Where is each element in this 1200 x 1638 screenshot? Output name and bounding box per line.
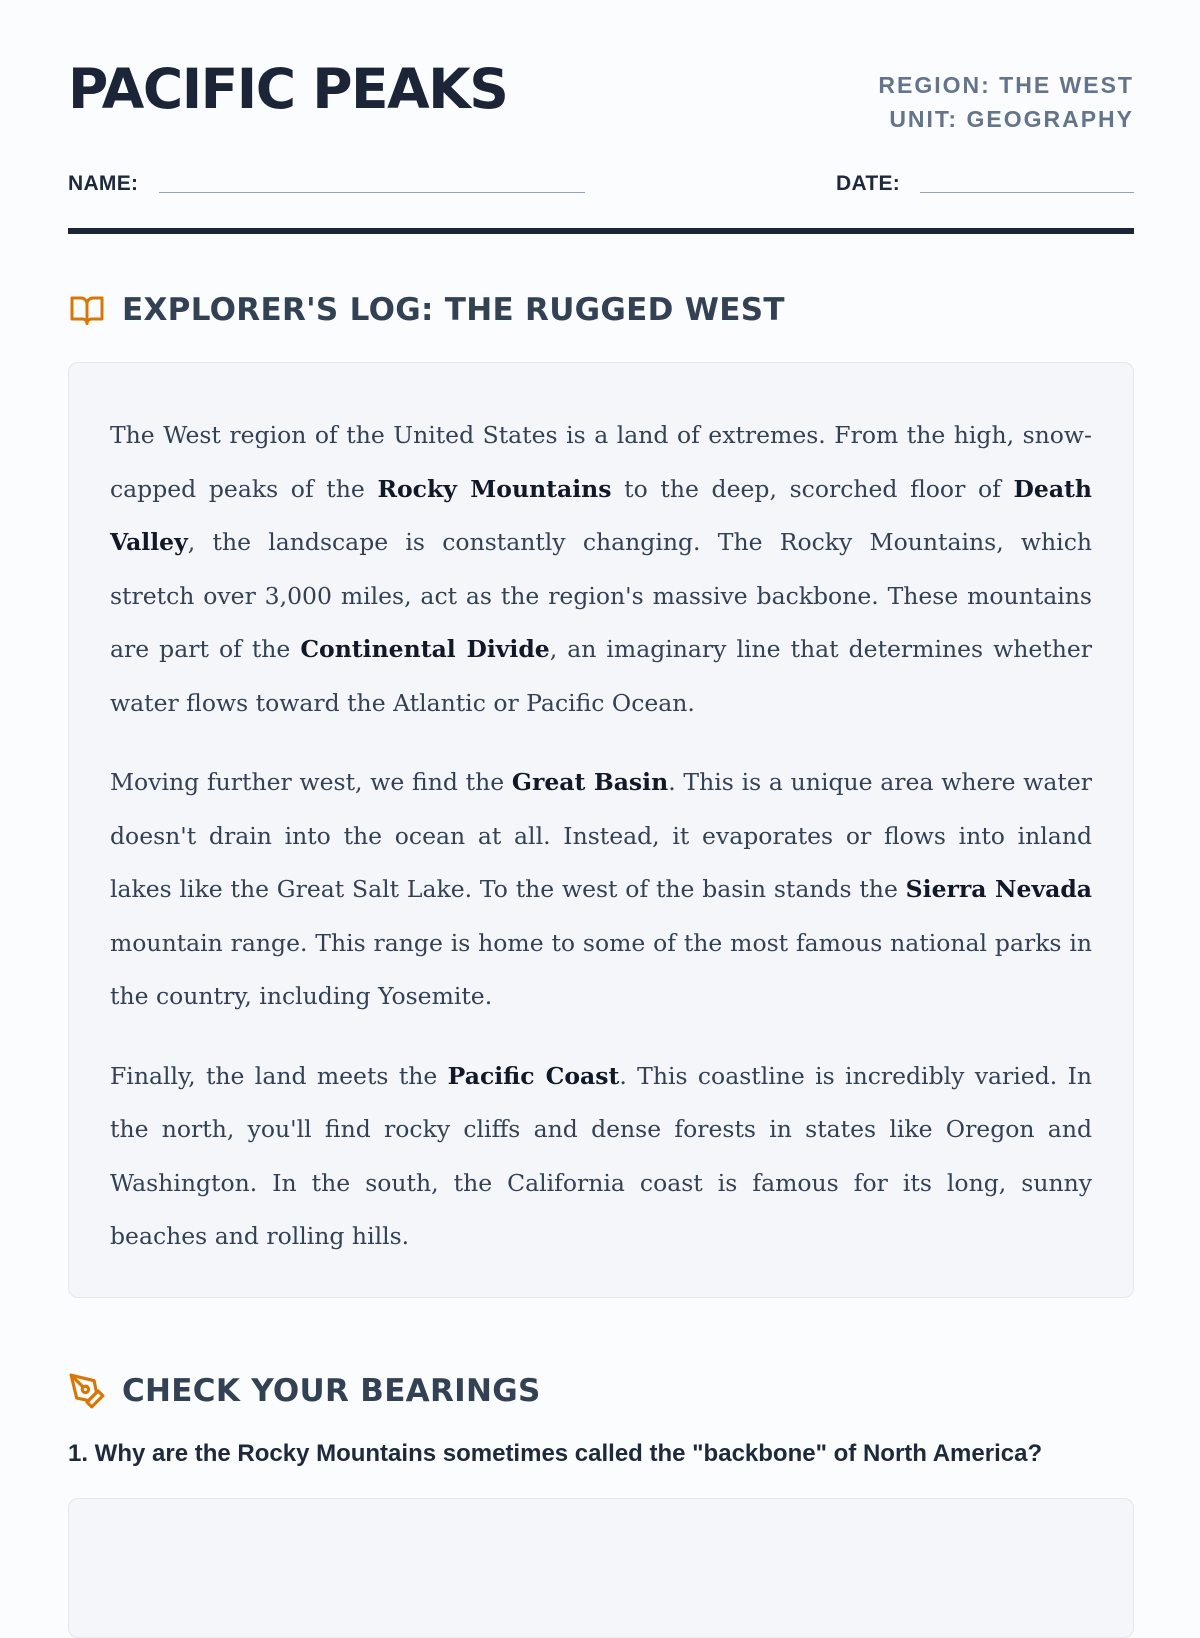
text-run: mountain range. This range is home to some of the most famous national parks in the country, including Yosemite. [110,928,1092,1010]
name-label: NAME: [68,172,139,195]
text-run: . This coastline is incredibly varied. In the north, you'll find rocky cliffs and dense forests in states like Oregon and Washington. In the south, the California coast is famous for its long, sunny beaches and rolling hills. [110,1061,1092,1250]
questions-heading [68,1372,541,1410]
reading-heading [68,292,785,328]
paragraph-2 [110,756,1092,1024]
page-title: PACIFIC PEAKS [68,57,508,121]
worksheet-header [68,0,1134,150]
term-sierra-nevada: Sierra Nevada [905,875,1092,903]
header-divider [68,228,1134,234]
question-1: 1. Why are the Rocky Mountains sometimes called the "backbone" of North America? [68,1440,1043,1467]
text-run: to the deep, scorched floor of [611,474,1014,503]
text-run: , the landscape is constantly changing. The Rocky Mountains, which stretch over 3,000 miles, act as the region's massive backbone. These mountains are part of the [110,528,1092,663]
text-run: Finally, the land meets the [110,1061,448,1090]
text-run: . This is a unique area where water doesn't drain into the ocean at all. Instead, it evaporates or flows into inland lakes like the Great Salt Lake. To the west of the basin stands the [110,768,1092,903]
reading-heading-text: EXPLORER'S LOG: THE RUGGED WEST [122,292,785,328]
term-great-basin: Great Basin [511,768,669,796]
paragraph-1 [110,409,1092,730]
text-run: Moving further west, we find the [110,768,512,796]
unit-label: UNIT: GEOGRAPHY [889,106,1134,132]
term-death-valley: Death Valley [110,474,1092,556]
worksheet-meta [878,68,1134,136]
student-fields [68,170,1134,200]
questions-heading-text: CHECK YOUR BEARINGS [122,1373,541,1409]
pen-nib-icon [68,1372,106,1410]
date-label: DATE: [836,172,901,195]
reading-passage [68,362,1134,1298]
answer-box-1[interactable] [68,1498,1134,1638]
term-rocky-mountains: Rocky Mountains [377,474,612,503]
worksheet-page [68,0,1134,1467]
term-continental-divide: Continental Divide [300,635,550,663]
name-field[interactable] [159,192,585,193]
region-label: REGION: THE WEST [878,72,1134,98]
open-book-icon [68,292,106,328]
paragraph-3 [110,1050,1092,1264]
date-field[interactable] [920,192,1134,193]
text-run: , an imaginary line that determines whether water flows toward the Atlantic or Pacific Ocean. [110,635,1092,717]
term-pacific-coast: Pacific Coast [447,1061,620,1090]
text-run: The West region of the United States is a land of extremes. From the high, snow-capped peaks of the [110,421,1092,503]
